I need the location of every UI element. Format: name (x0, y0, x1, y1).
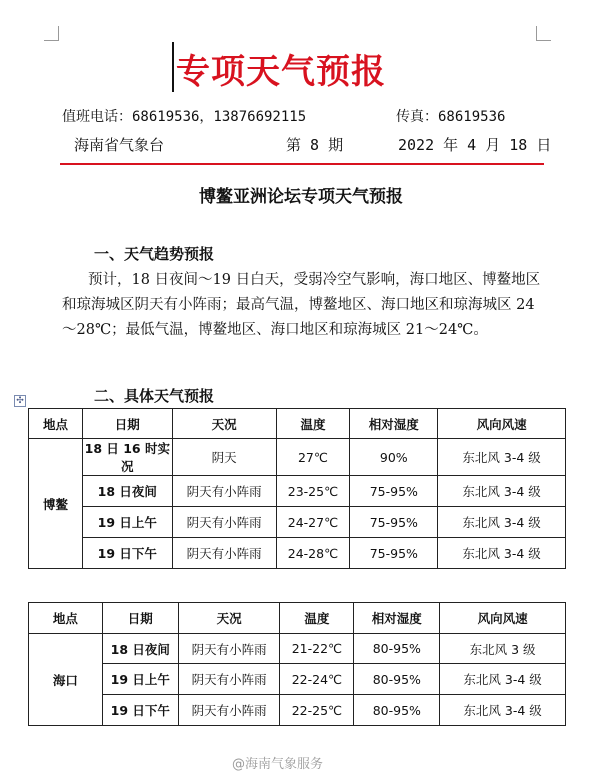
temperature-cell: 24-27℃ (276, 507, 350, 538)
weather-cell: 阴天有小阵雨 (178, 664, 280, 695)
humidity-cell: 80-95% (354, 634, 440, 664)
table-header-row (29, 603, 566, 634)
weather-cell: 阴天有小阵雨 (172, 476, 276, 507)
location-cell: 博鳌 (29, 439, 83, 569)
header-date: 日期 (82, 409, 172, 439)
table-header-row (29, 409, 566, 439)
issue-date: 2022 年 4 月 18 日 (398, 136, 552, 154)
header-location: 地点 (29, 603, 103, 634)
humidity-cell: 80-95% (354, 695, 440, 726)
section-heading-trend: 一、天气趋势预报 (94, 245, 215, 263)
table-row (29, 507, 566, 538)
weather-cell: 阴天有小阵雨 (178, 634, 280, 664)
date-cell: 19 日下午 (82, 538, 172, 569)
wind-cell: 东北风 3-4 级 (438, 538, 566, 569)
wind-cell: 东北风 3 级 (440, 634, 566, 664)
header-temperature: 温度 (280, 603, 354, 634)
issue-number: 第 8 期 (286, 136, 344, 154)
watermark: @海南气象服务 (232, 757, 324, 772)
temperature-cell: 23-25℃ (276, 476, 350, 507)
humidity-cell: 90% (350, 439, 438, 476)
text-cursor (172, 42, 174, 92)
wind-cell: 东北风 3-4 级 (438, 507, 566, 538)
humidity-cell: 75-95% (350, 507, 438, 538)
table-row (29, 476, 566, 507)
temperature-cell: 24-28℃ (276, 538, 350, 569)
table-row (29, 538, 566, 569)
table-row (29, 439, 566, 476)
date-cell: 18 日夜间 (102, 634, 178, 664)
wind-cell: 东北风 3-4 级 (438, 439, 566, 476)
header-wind: 风向风速 (438, 409, 566, 439)
temperature-cell: 27℃ (276, 439, 350, 476)
header-location: 地点 (29, 409, 83, 439)
date-cell: 18 日 16 时实况 (82, 439, 172, 476)
wind-cell: 东北风 3-4 级 (440, 695, 566, 726)
table-row (29, 634, 566, 664)
section-heading-detail: 二、具体天气预报 (94, 387, 215, 405)
weather-cell: 阴天有小阵雨 (172, 538, 276, 569)
temperature-cell: 22-25℃ (280, 695, 354, 726)
header-humidity: 相对湿度 (354, 603, 440, 634)
humidity-cell: 75-95% (350, 538, 438, 569)
humidity-cell: 75-95% (350, 476, 438, 507)
temperature-cell: 21-22℃ (280, 634, 354, 664)
header-weather: 天况 (178, 603, 280, 634)
header-temperature: 温度 (276, 409, 350, 439)
trend-paragraph: 预计，18 日夜间～19 日白天，受弱冷空气影响，海口地区、博鳌地区和琼海城区阴天有小阵雨；最高气温，博鳌地区、海口地区和琼海城区 24～28℃；最低气温，博鳌地区、海口地区和琼海城区 21～24℃。 (62, 272, 541, 338)
page-title: 专项天气预报 (176, 52, 386, 92)
header-humidity: 相对湿度 (350, 409, 438, 439)
wind-cell: 东北风 3-4 级 (438, 476, 566, 507)
weather-cell: 阴天有小阵雨 (172, 507, 276, 538)
header-weather: 天况 (172, 409, 276, 439)
table-move-handle-icon[interactable]: ✣ (14, 395, 26, 407)
crop-mark-top-right (536, 26, 551, 41)
table-row (29, 664, 566, 695)
date-cell: 18 日夜间 (82, 476, 172, 507)
document-title: 博鳌亚洲论坛专项天气预报 (199, 187, 403, 207)
fax-number: 传真：68619536 (396, 109, 506, 125)
wind-cell: 东北风 3-4 级 (440, 664, 566, 695)
red-divider (60, 163, 544, 165)
temperature-cell: 22-24℃ (280, 664, 354, 695)
crop-mark-top-left (44, 26, 59, 41)
date-cell: 19 日上午 (82, 507, 172, 538)
table-row (29, 695, 566, 726)
date-cell: 19 日下午 (102, 695, 178, 726)
duty-phone: 值班电话：68619536，13876692115 (62, 109, 307, 125)
humidity-cell: 80-95% (354, 664, 440, 695)
boao-forecast-table (28, 408, 566, 569)
agency-name: 海南省气象台 (74, 136, 165, 154)
header-wind: 风向风速 (440, 603, 566, 634)
header-date: 日期 (102, 603, 178, 634)
date-cell: 19 日上午 (102, 664, 178, 695)
location-cell: 海口 (29, 634, 103, 726)
weather-cell: 阴天有小阵雨 (178, 695, 280, 726)
haikou-forecast-table (28, 602, 566, 726)
weather-cell: 阴天 (172, 439, 276, 476)
